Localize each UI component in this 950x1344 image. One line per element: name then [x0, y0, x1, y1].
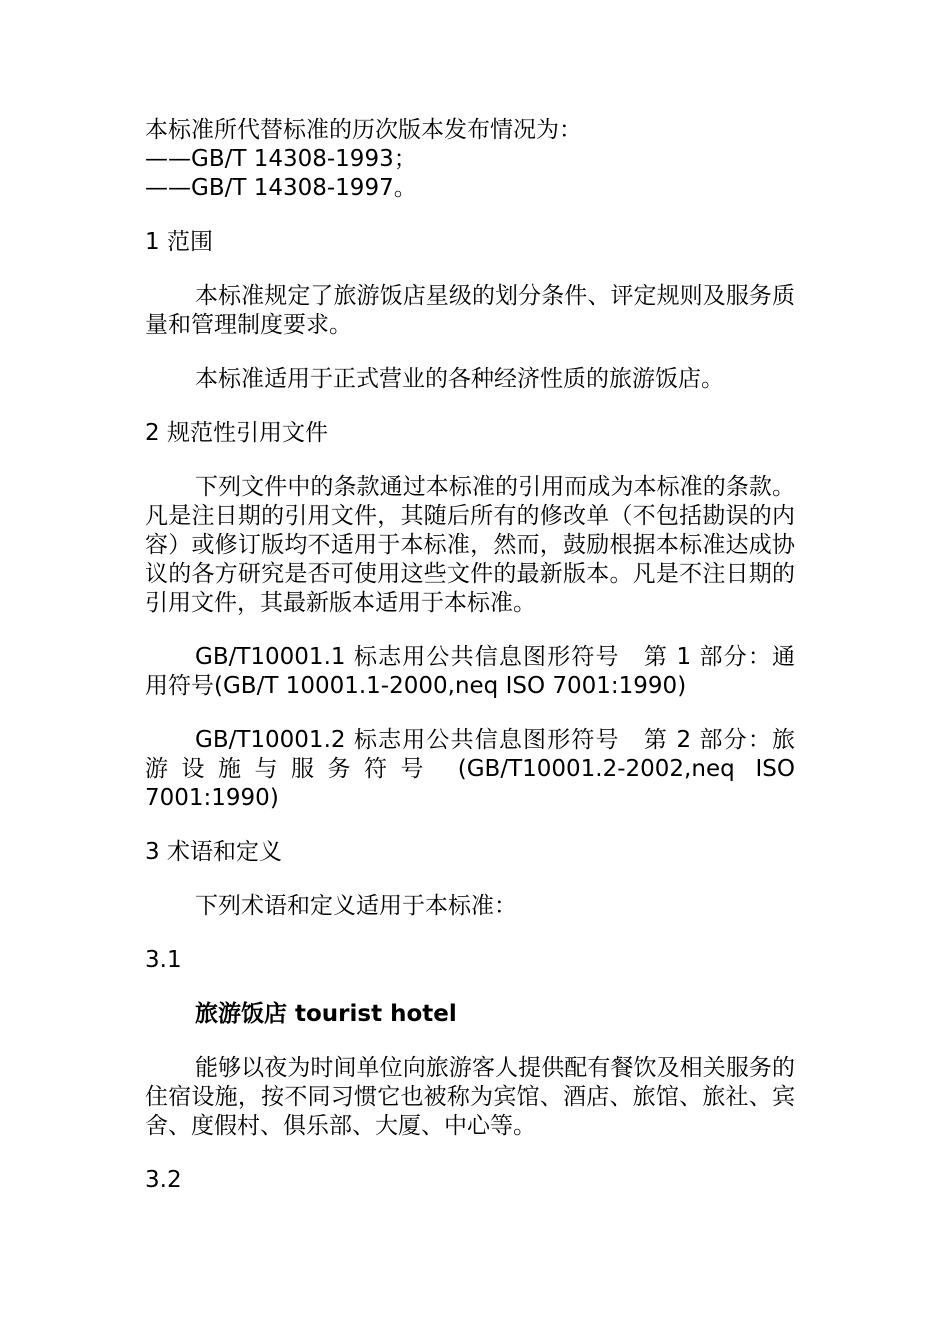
document-page — [145, 116, 795, 1195]
reference-item: GB/T10001.2 标志用公共信息图形符号 第 2 部分：旅游设施与服务符号 (GB/T10001.2-2002,neq ISO 7001:1990) — [145, 727, 795, 811]
term-definition: 能够以夜为时间单位向旅游客人提供配有餐饮及相关服务的住宿设施，按不同习惯它也被称为宾馆、酒店、旅馆、旅社、宾舍、度假村、俱乐部、大厦、中心等。 — [145, 1055, 795, 1139]
history-intro: 本标准所代替标准的历次版本发布情况为： — [145, 117, 582, 143]
paragraph: 下列术语和定义适用于本标准： — [195, 893, 517, 919]
history-item: ——GB/T 14308-1997。 — [145, 175, 417, 201]
section-heading: 1 范围 — [145, 229, 213, 255]
term-number: 3.2 — [145, 1167, 182, 1193]
paragraph: 本标准适用于正式营业的各种经济性质的旅游饭店。 — [195, 366, 724, 392]
term-number: 3.1 — [145, 947, 182, 973]
reference-item: GB/T10001.1 标志用公共信息图形符号 第 1 部分：通用符号(GB/T 10001.1-2000,neq ISO 7001:1990) — [145, 644, 795, 699]
paragraph: 本标准规定了旅游饭店星级的划分条件、评定规则及服务质量和管理制度要求。 — [145, 283, 795, 338]
term-title: 旅游饭店 tourist hotel — [195, 1001, 457, 1027]
section-heading: 2 规范性引用文件 — [145, 420, 328, 446]
paragraph: 下列文件中的条款通过本标准的引用而成为本标准的条款。凡是注日期的引用文件，其随后所有的修改单（不包括勘误的内容）或修订版均不适用于本标准，然而，鼓励根据本标准达成协议的各方研究是否可使用这些文件的最新版本。凡是不注日期的引用文件，其最新版本适用于本标准。 — [145, 474, 795, 616]
history-item: ——GB/T 14308-1993； — [145, 146, 417, 172]
section-heading: 3 术语和定义 — [145, 839, 282, 865]
